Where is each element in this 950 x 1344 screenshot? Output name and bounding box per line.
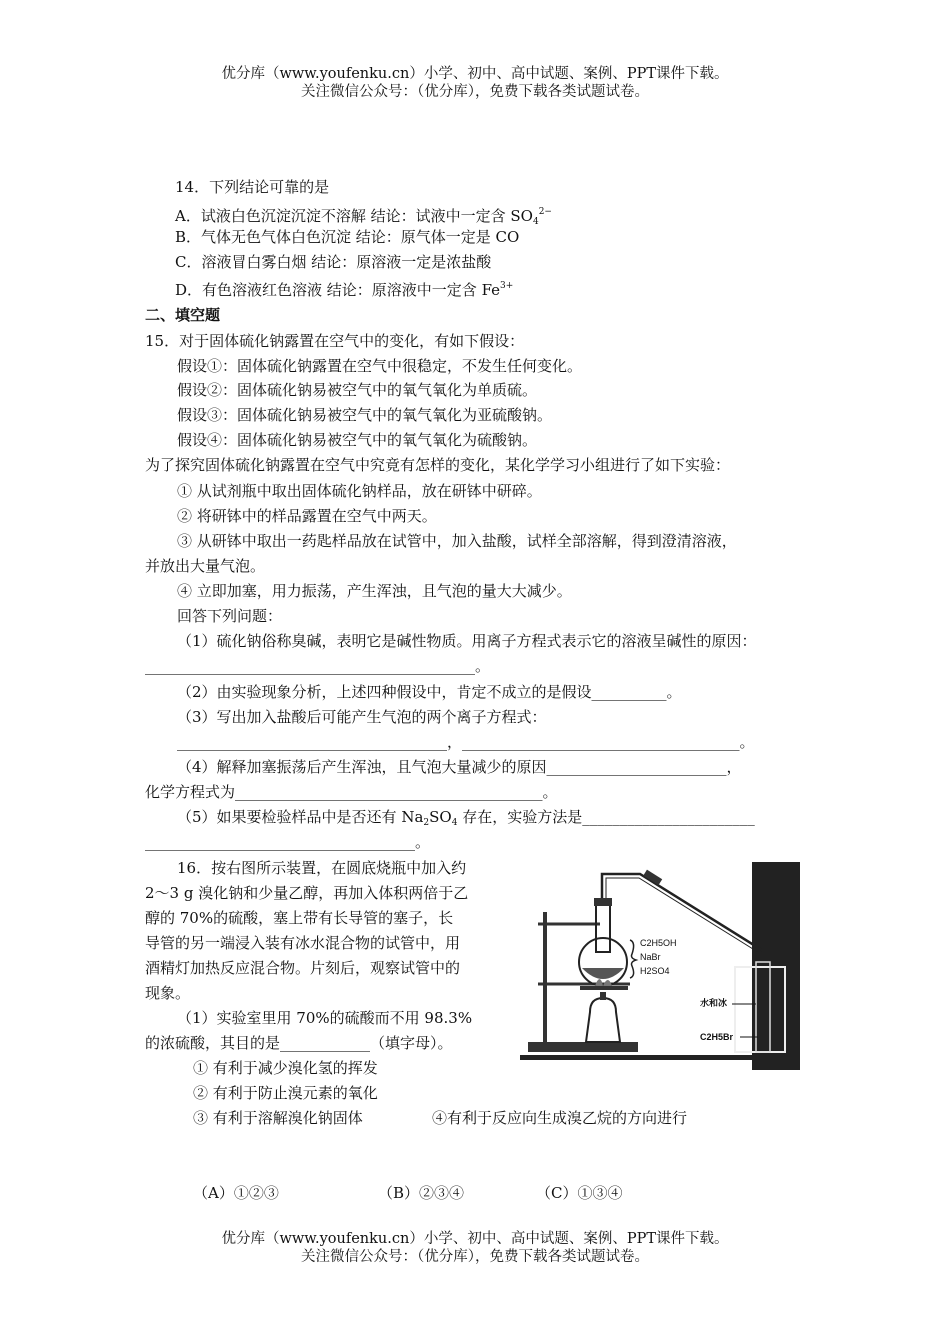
q16-text-4: 导管的另一端浸入装有冰水混合物的试管中，用 (145, 934, 461, 952)
q16-text-6: 现象。 (145, 984, 191, 1002)
q15-part-1: （1）硫化钠俗称臭碱，表明它是碱性物质。用离子方程式表示它的溶液呈碱性的原因： (177, 632, 757, 650)
q14-option-d: D．有色溶液红色溶液 结论：原溶液中一定含 $Fe^{3+}$ (175, 281, 514, 299)
footer-line-2: 关注微信公众号：（优分库），免费下载各类试题试卷。 (301, 1249, 649, 1265)
table-surface (520, 1055, 800, 1060)
q15-hypothesis-4: 假设④：固体硫化钠易被空气中的氧气氧化为硫酸钠。 (177, 431, 538, 449)
footer-line-1: 优分库（www.youfenku.cn）小学、初中、高中试题、案例、PPT课件下载。 (221, 1231, 729, 1247)
q15-hypothesis-2: 假设②：固体硫化钠易被空气中的氧气氧化为单质硫。 (177, 381, 538, 399)
q15-step-2: ② 将研钵中的样品露置在空气中两天。 (177, 507, 437, 525)
q15-hypothesis-1: 假设①：固体硫化钠露置在空气中很稳定，不发生任何变化。 (177, 357, 583, 375)
stand-rod (543, 912, 547, 1044)
q14-option-c: C．溶液冒白雾白烟 结论：原溶液一定是浓盐酸 (175, 253, 492, 271)
wire-gauze (580, 986, 628, 990)
page-footer (0, 1230, 950, 1266)
q15-step-3: ③ 从研钵中取出一药匙样品放在试管中，加入盐酸，试样全部溶解，得到澄清溶液， (177, 532, 737, 550)
lamp-wick (600, 992, 606, 1000)
flask-neck (596, 902, 610, 952)
label-h2so4: H2SO4 (640, 966, 670, 976)
q16-part-1: （1）实验室里用 70%的硫酸而不用 98.3% (177, 1009, 473, 1027)
q15-part-3-blank: ____________________________________，_____________________________________。 (177, 733, 755, 751)
q15-step-4: ④ 立即加塞，用力振荡，产生浑浊，且气泡的量大大减少。 (177, 582, 572, 600)
label-ice-water: 水和冰 (700, 998, 728, 1008)
q15-part-2: （2）由实验现象分析，上述四种假设中，肯定不成立的是假设__________。 (177, 683, 682, 701)
q16-choice-b: （B）②③④ (378, 1184, 465, 1202)
reagent-brace (630, 940, 636, 978)
label-c2h5br: C2H5Br (700, 1032, 734, 1042)
q16-text-2: 2～3 g 溴化钠和少量乙醇，再加入体积两倍于乙 (145, 884, 469, 902)
q15-part-4-equation: 化学方程式为_________________________________________。 (145, 783, 558, 801)
label-nabr: NaBr (640, 952, 661, 962)
q16-option-2: ② 有利于防止溴元素的氧化 (193, 1084, 378, 1102)
q14-option-a: A．试液白色沉淀沉淀不溶解 结论：试液中一定含 $SO_4^{2-}$ (175, 207, 552, 227)
section-title: 二、填空题 (145, 306, 221, 324)
q15-hypothesis-3: 假设③：固体硫化钠易被空气中的氧气氧化为亚硫酸钠。 (177, 406, 553, 424)
q16-part-1-blank: 的浓硫酸，其目的是____________（填字母）。 (145, 1034, 453, 1052)
q16-choice-a: （A）①②③ (193, 1184, 279, 1202)
apparatus-figure (520, 862, 800, 1070)
q15-step-3-cont: 并放出大量气泡。 (145, 557, 266, 575)
q14-stem: 14．下列结论可靠的是 (175, 178, 330, 196)
label-c2h5oh: C2H5OH (640, 938, 677, 948)
q16-option-3: ③ 有利于溶解溴化钠固体 (193, 1109, 363, 1127)
q15-part-4: （4）解释加塞振荡后产生浑浊，且气泡大量减少的原因________________________， (177, 758, 742, 776)
q15-stem: 15．对于固体硫化钠露置在空气中的变化，有如下假设： (145, 332, 525, 350)
q16-text-3: 醇的 70%的硫酸，塞上带有长导管的塞子，长 (145, 909, 454, 927)
long-tube-inner (606, 878, 761, 1047)
q15-step-1: ① 从试剂瓶中取出固体硫化钠样品，放在研钵中研碎。 (177, 482, 542, 500)
q15-part-1-blank: ____________________________________________。 (145, 657, 491, 675)
q14-option-b: B．气体无色气体白色沉淀 结论：原气体一定是 CO (175, 228, 520, 246)
alcohol-lamp (586, 998, 620, 1042)
q16-text-5: 酒精灯加热反应混合物。片刻后，观察试管中的 (145, 959, 461, 977)
flask-liquid (582, 968, 624, 979)
header-line-2: 关注微信公众号：（优分库），免费下载各类试题试卷。 (301, 84, 649, 100)
q15-intro: 为了探究固体硫化钠露置在空气中究竟有怎样的变化，某化学学习小组进行了如下实验： (145, 456, 731, 474)
q15-part-5-blank: ____________________________________。 (145, 833, 431, 851)
stopper (594, 898, 612, 906)
q16-text-1: 16．按右图所示装置，在圆底烧瓶中加入约 (177, 859, 467, 877)
q16-option-4: ④有利于反应向生成溴乙烷的方向进行 (432, 1109, 688, 1127)
q16-option-1: ① 有利于减少溴化氢的挥发 (193, 1059, 378, 1077)
q15-part-5: （5）如果要检验样品中是否还有 $Na_2SO_4$ 存在，实验方法是_______________________ (177, 808, 755, 828)
q15-part-3: （3）写出加入盐酸后可能产生气泡的两个离子方程式： (177, 708, 547, 726)
q15-ask: 回答下列问题： (177, 607, 283, 625)
page-header (0, 65, 950, 101)
q16-choice-c: （C）①③④ (536, 1184, 623, 1202)
header-line-1: 优分库（www.youfenku.cn）小学、初中、高中试题、案例、PPT课件下载。 (221, 66, 729, 82)
